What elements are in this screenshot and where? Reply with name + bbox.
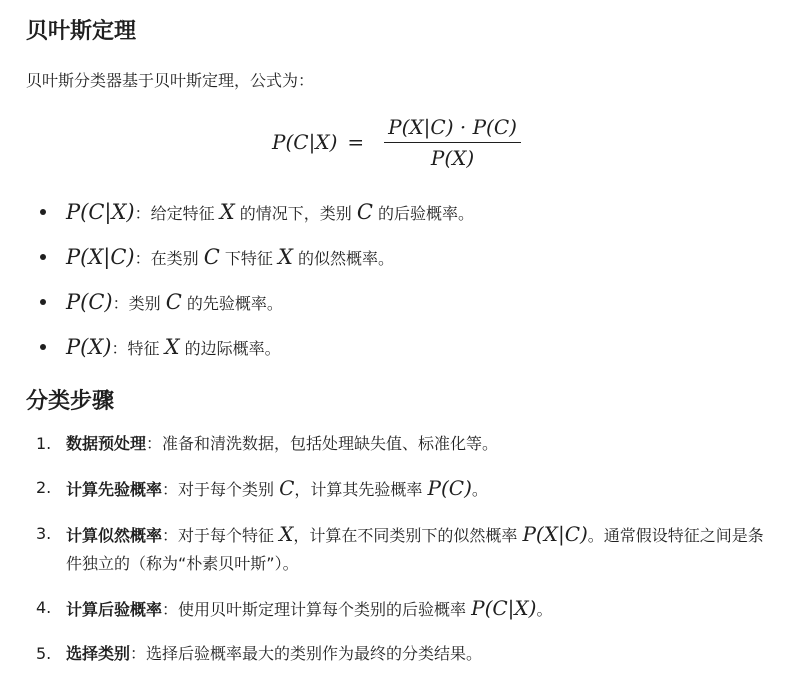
formula-equals: = (347, 130, 365, 154)
step-text: 。通常假设特征之间是条件独立的（称为“朴素贝叶斯”）。 (66, 526, 764, 573)
formula-lhs: P(C|X) (272, 130, 338, 154)
step-text: ：准备和清洗数据，包括处理缺失值、标准化等。 (146, 434, 499, 453)
step-math: C (279, 476, 295, 500)
step-text: ，计算其先验概率 (294, 480, 428, 499)
step-text: ：对于每个类别 (162, 480, 280, 499)
step-math: P(C|X) (471, 596, 537, 620)
section-heading-bayes: 贝叶斯定理 (26, 19, 137, 44)
list-item (26, 280, 767, 325)
term-text: 的似然概率。 (292, 249, 395, 268)
formula-numerator: P(X|C) · P(C) (384, 115, 521, 143)
intro-paragraph: 贝叶斯分类器基于贝叶斯定理，公式为： (26, 71, 315, 90)
step-text: ：对于每个特征 (162, 526, 280, 545)
step-math: P(X|C) (522, 522, 588, 546)
term-text: 的先验概率。 (181, 294, 283, 313)
term-text: 给定特征 (150, 204, 220, 223)
list-item (26, 190, 767, 235)
step-number: 2. (36, 478, 52, 497)
term-math: P(C) (66, 290, 113, 314)
term-text: 的边际概率。 (179, 339, 281, 358)
list-item (26, 520, 767, 578)
term-math: P(C|X) (66, 200, 135, 224)
formula-fraction (384, 115, 521, 170)
step-number: 5. (36, 644, 52, 663)
term-list (26, 190, 767, 370)
term-colon: ： (134, 249, 151, 268)
term-text: 特征 (127, 339, 165, 358)
term-variable: C (165, 290, 182, 314)
term-variable: X (219, 200, 235, 224)
term-text: 下特征 (219, 249, 278, 268)
step-title: 数据预处理 (66, 434, 147, 453)
step-text: 。 (471, 480, 488, 499)
term-text: 的情况下，类别 (234, 204, 357, 223)
step-number: 4. (36, 598, 52, 617)
term-text: 的后验概率。 (372, 204, 475, 223)
formula-denominator: P(X) (430, 145, 475, 170)
section-heading-steps: 分类步骤 (26, 389, 115, 414)
step-number: 1. (36, 434, 52, 453)
step-number: 3. (36, 524, 52, 543)
term-colon: ： (112, 294, 129, 313)
term-text: 类别 (128, 294, 166, 313)
step-title: 计算似然概率 (66, 526, 163, 545)
step-title: 计算先验概率 (66, 480, 163, 499)
step-math: X (279, 522, 294, 546)
term-math: P(X) (66, 335, 112, 359)
term-colon: ： (134, 204, 151, 223)
term-variable: X (164, 335, 180, 359)
list-item (26, 640, 767, 668)
step-math: P(C) (427, 476, 472, 500)
step-text: ，计算在不同类别下的似然概率 (293, 526, 523, 545)
step-title: 选择类别 (66, 644, 131, 663)
term-colon: ： (111, 339, 128, 358)
steps-list (26, 430, 767, 668)
step-title: 计算后验概率 (66, 600, 163, 619)
bayes-formula (26, 110, 767, 174)
step-text: 。 (536, 600, 553, 619)
step-text: ：选择后验概率最大的类别作为最终的分类结果。 (130, 644, 483, 663)
list-item (26, 235, 767, 280)
list-item (26, 430, 767, 458)
list-item (26, 325, 767, 370)
term-text: 在类别 (150, 249, 204, 268)
term-variable: X (277, 245, 293, 269)
list-item (26, 474, 767, 504)
list-item (26, 594, 767, 624)
term-variable: C (356, 200, 373, 224)
step-text: ：使用贝叶斯定理计算每个类别的后验概率 (162, 600, 472, 619)
term-variable: C (203, 245, 220, 269)
term-math: P(X|C) (66, 245, 135, 269)
